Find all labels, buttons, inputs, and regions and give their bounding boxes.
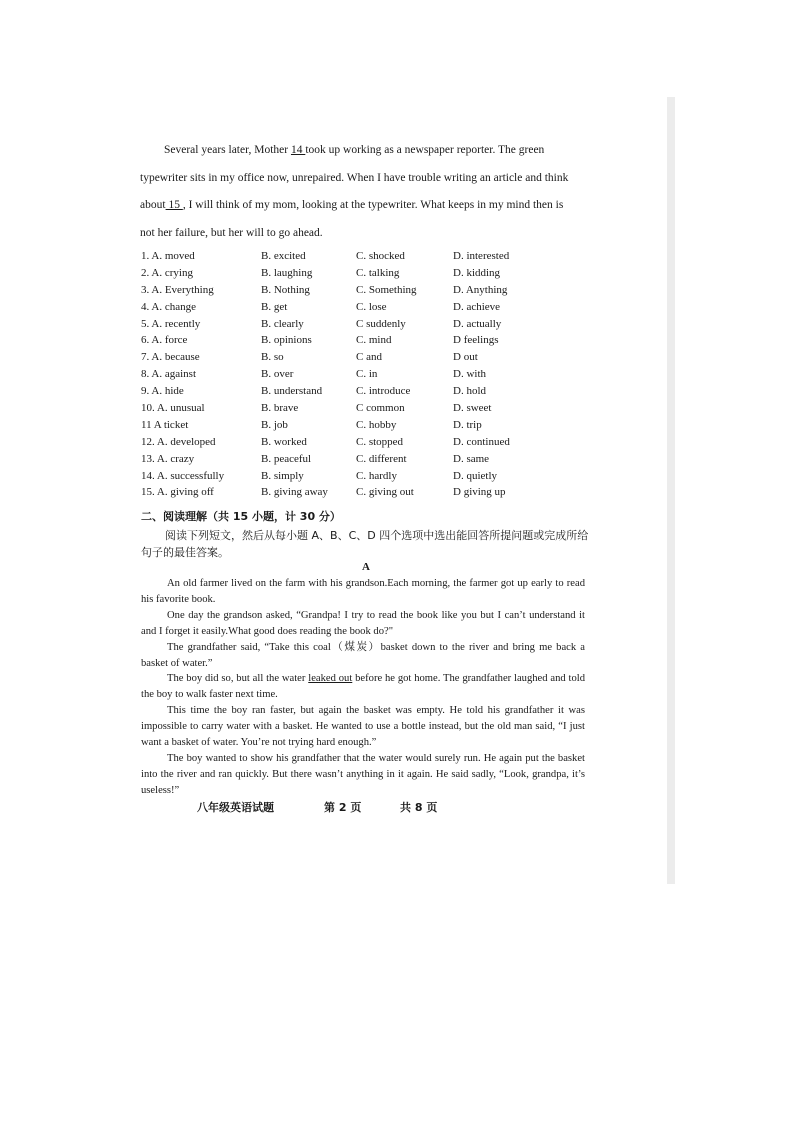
cloze-text: about <box>140 199 166 211</box>
option-choice: B. get <box>261 300 288 313</box>
option-choice: D. same <box>453 452 490 465</box>
option-choice: C. shocked <box>356 250 405 262</box>
option-row <box>141 299 541 316</box>
option-choice: D giving up <box>453 486 506 499</box>
scan-edge-strip <box>667 97 675 884</box>
option-choice: B. simply <box>261 469 304 482</box>
option-choice: 14. A. successfully <box>141 469 225 482</box>
option-choice: 6. A. force <box>141 334 188 347</box>
option-choice: 13. A. crazy <box>141 452 195 465</box>
option-row <box>141 316 541 333</box>
option-choice: B. giving away <box>261 486 328 499</box>
section-instruction: 阅读下列短文，然后从每小题 A、B、C、D 四个选项中选出能回答所提问题或完成所给句子的最佳答案。 <box>141 529 589 559</box>
option-choice: C suddenly <box>356 317 406 330</box>
passage-title: A <box>362 561 370 573</box>
option-choice: B. brave <box>261 402 299 415</box>
option-choice: 2. A. crying <box>141 266 193 279</box>
option-row <box>141 265 541 282</box>
option-choice: C. hardly <box>356 469 397 482</box>
option-choice: C. mind <box>356 334 392 347</box>
option-choice: C. giving out <box>356 486 414 499</box>
option-choice: D. actually <box>453 317 502 330</box>
option-choice: C. introduce <box>356 385 411 398</box>
footer-page-number: 第 2 页 <box>324 801 362 814</box>
cloze-line-2: typewriter sits in my office now, unrepaired. When I have trouble writing an article and think <box>140 172 569 184</box>
option-choice: 7. A. because <box>141 351 200 364</box>
cloze-line-4: not her failure, but her will to go ahead. <box>140 227 323 239</box>
option-choice: B. excited <box>261 250 306 262</box>
option-choice: D feelings <box>453 334 499 347</box>
option-choice: C. in <box>356 368 378 381</box>
passage-text: before he got home. The grandfather laughed and told the boy to walk faster next time. <box>141 673 585 701</box>
option-row <box>141 400 541 417</box>
option-choice: 3. A. Everything <box>141 283 214 296</box>
option-choice: D. hold <box>453 385 486 398</box>
option-choice: D. kidding <box>453 266 501 279</box>
option-choice: D. sweet <box>453 402 492 415</box>
passage-paragraph: The boy wanted to show his grandfather that the water would surely run. He again put the basket into the river and ran quickly. But there wasn’t anything in it again. He said sadly, “Look, grandpa, it’s useless!” <box>141 752 585 796</box>
option-choice: C. different <box>356 452 407 465</box>
option-choice: 1. A. moved <box>141 250 195 262</box>
option-choice: 5. A. recently <box>141 317 201 330</box>
option-choice: C and <box>356 351 382 364</box>
option-choice: D. Anything <box>453 283 508 296</box>
footer-total-pages: 共 8 页 <box>400 801 438 814</box>
option-row <box>141 332 541 349</box>
option-row <box>141 451 541 468</box>
option-choice: C. hobby <box>356 418 397 431</box>
option-choice: B. understand <box>261 385 323 398</box>
option-row <box>141 349 541 366</box>
option-choice: 12. A. developed <box>141 435 216 448</box>
option-choice: C. stopped <box>356 435 404 448</box>
option-row <box>141 434 541 451</box>
underlined-phrase: leaked out <box>308 673 353 685</box>
option-choice: 10. A. unusual <box>141 402 205 415</box>
option-choice: D. with <box>453 368 486 381</box>
section-heading: 二、阅读理解（共 15 小题，计 30 分） <box>141 510 341 523</box>
option-choice: 8. A. against <box>141 368 196 381</box>
option-choice: D out <box>453 351 478 364</box>
footer-subject: 八年级英语试题 <box>197 801 274 814</box>
passage-paragraph: The grandfather said, “Take this coal（煤炭）basket down to the river and bring me back a basket of water.” <box>141 641 585 669</box>
option-choice: B. Nothing <box>261 283 310 296</box>
option-row <box>141 417 541 434</box>
passage-paragraph <box>141 671 585 703</box>
option-choice: B. over <box>261 368 294 381</box>
option-choice: B. peaceful <box>261 452 312 465</box>
option-choice: 11 A ticket <box>141 418 189 431</box>
option-choice: B. opinions <box>261 334 312 347</box>
option-row <box>141 366 541 383</box>
option-choice: B. so <box>261 351 284 364</box>
passage-paragraph: This time the boy ran faster, but again the basket was empty. He told his grandfather it was impossible to carry water with a basket. He wanted to use a bottle instead, but the old man said, “I just want a basket of water. You’re not trying hard enough.” <box>141 705 585 749</box>
option-choice: B. worked <box>261 435 307 448</box>
option-choice: B. laughing <box>261 266 313 279</box>
option-choice: C common <box>356 402 405 415</box>
option-choice: D. quietly <box>453 469 497 482</box>
option-row <box>141 282 541 299</box>
option-row <box>141 383 541 400</box>
option-choice: C. Something <box>356 283 417 296</box>
option-choice: C. talking <box>356 266 400 279</box>
blank-14: 14 <box>290 144 306 156</box>
option-choice: 9. A. hide <box>141 385 184 398</box>
cloze-text: took up working as a newspaper reporter. The green <box>305 144 545 156</box>
passage-body <box>141 576 585 799</box>
option-row <box>141 468 541 485</box>
cloze-text: , I will think of my mom, looking at the typewriter. What keeps in my mind then is <box>182 199 564 211</box>
option-row <box>141 248 541 265</box>
blank-15: 15 <box>165 199 183 211</box>
cloze-line-1 <box>140 136 600 164</box>
cloze-line-3 <box>140 191 600 219</box>
page-footer <box>197 799 437 815</box>
option-choice: D. trip <box>453 418 482 431</box>
option-choice: D. achieve <box>453 300 501 313</box>
cloze-text: Several years later, Mother <box>164 144 291 156</box>
option-choice: 4. A. change <box>141 300 196 313</box>
option-choice: B. job <box>261 418 288 431</box>
option-choice: C. lose <box>356 300 387 313</box>
options-table <box>141 248 541 501</box>
passage-paragraph: An old farmer lived on the farm with his grandson.Each morning, the farmer got up early to read his favorite book. <box>141 578 585 605</box>
option-choice: B. clearly <box>261 317 304 330</box>
passage-text: The boy did so, but all the water <box>167 673 309 685</box>
option-choice: 15. A. giving off <box>141 486 214 499</box>
option-row <box>141 484 541 501</box>
option-choice: D. interested <box>453 250 510 262</box>
passage-paragraph: One day the grandson asked, “Grandpa! I try to read the book like you but I can’t understand it and I forget it easily.What good does reading the book do?" <box>141 609 585 637</box>
option-choice: D. continued <box>453 435 510 448</box>
